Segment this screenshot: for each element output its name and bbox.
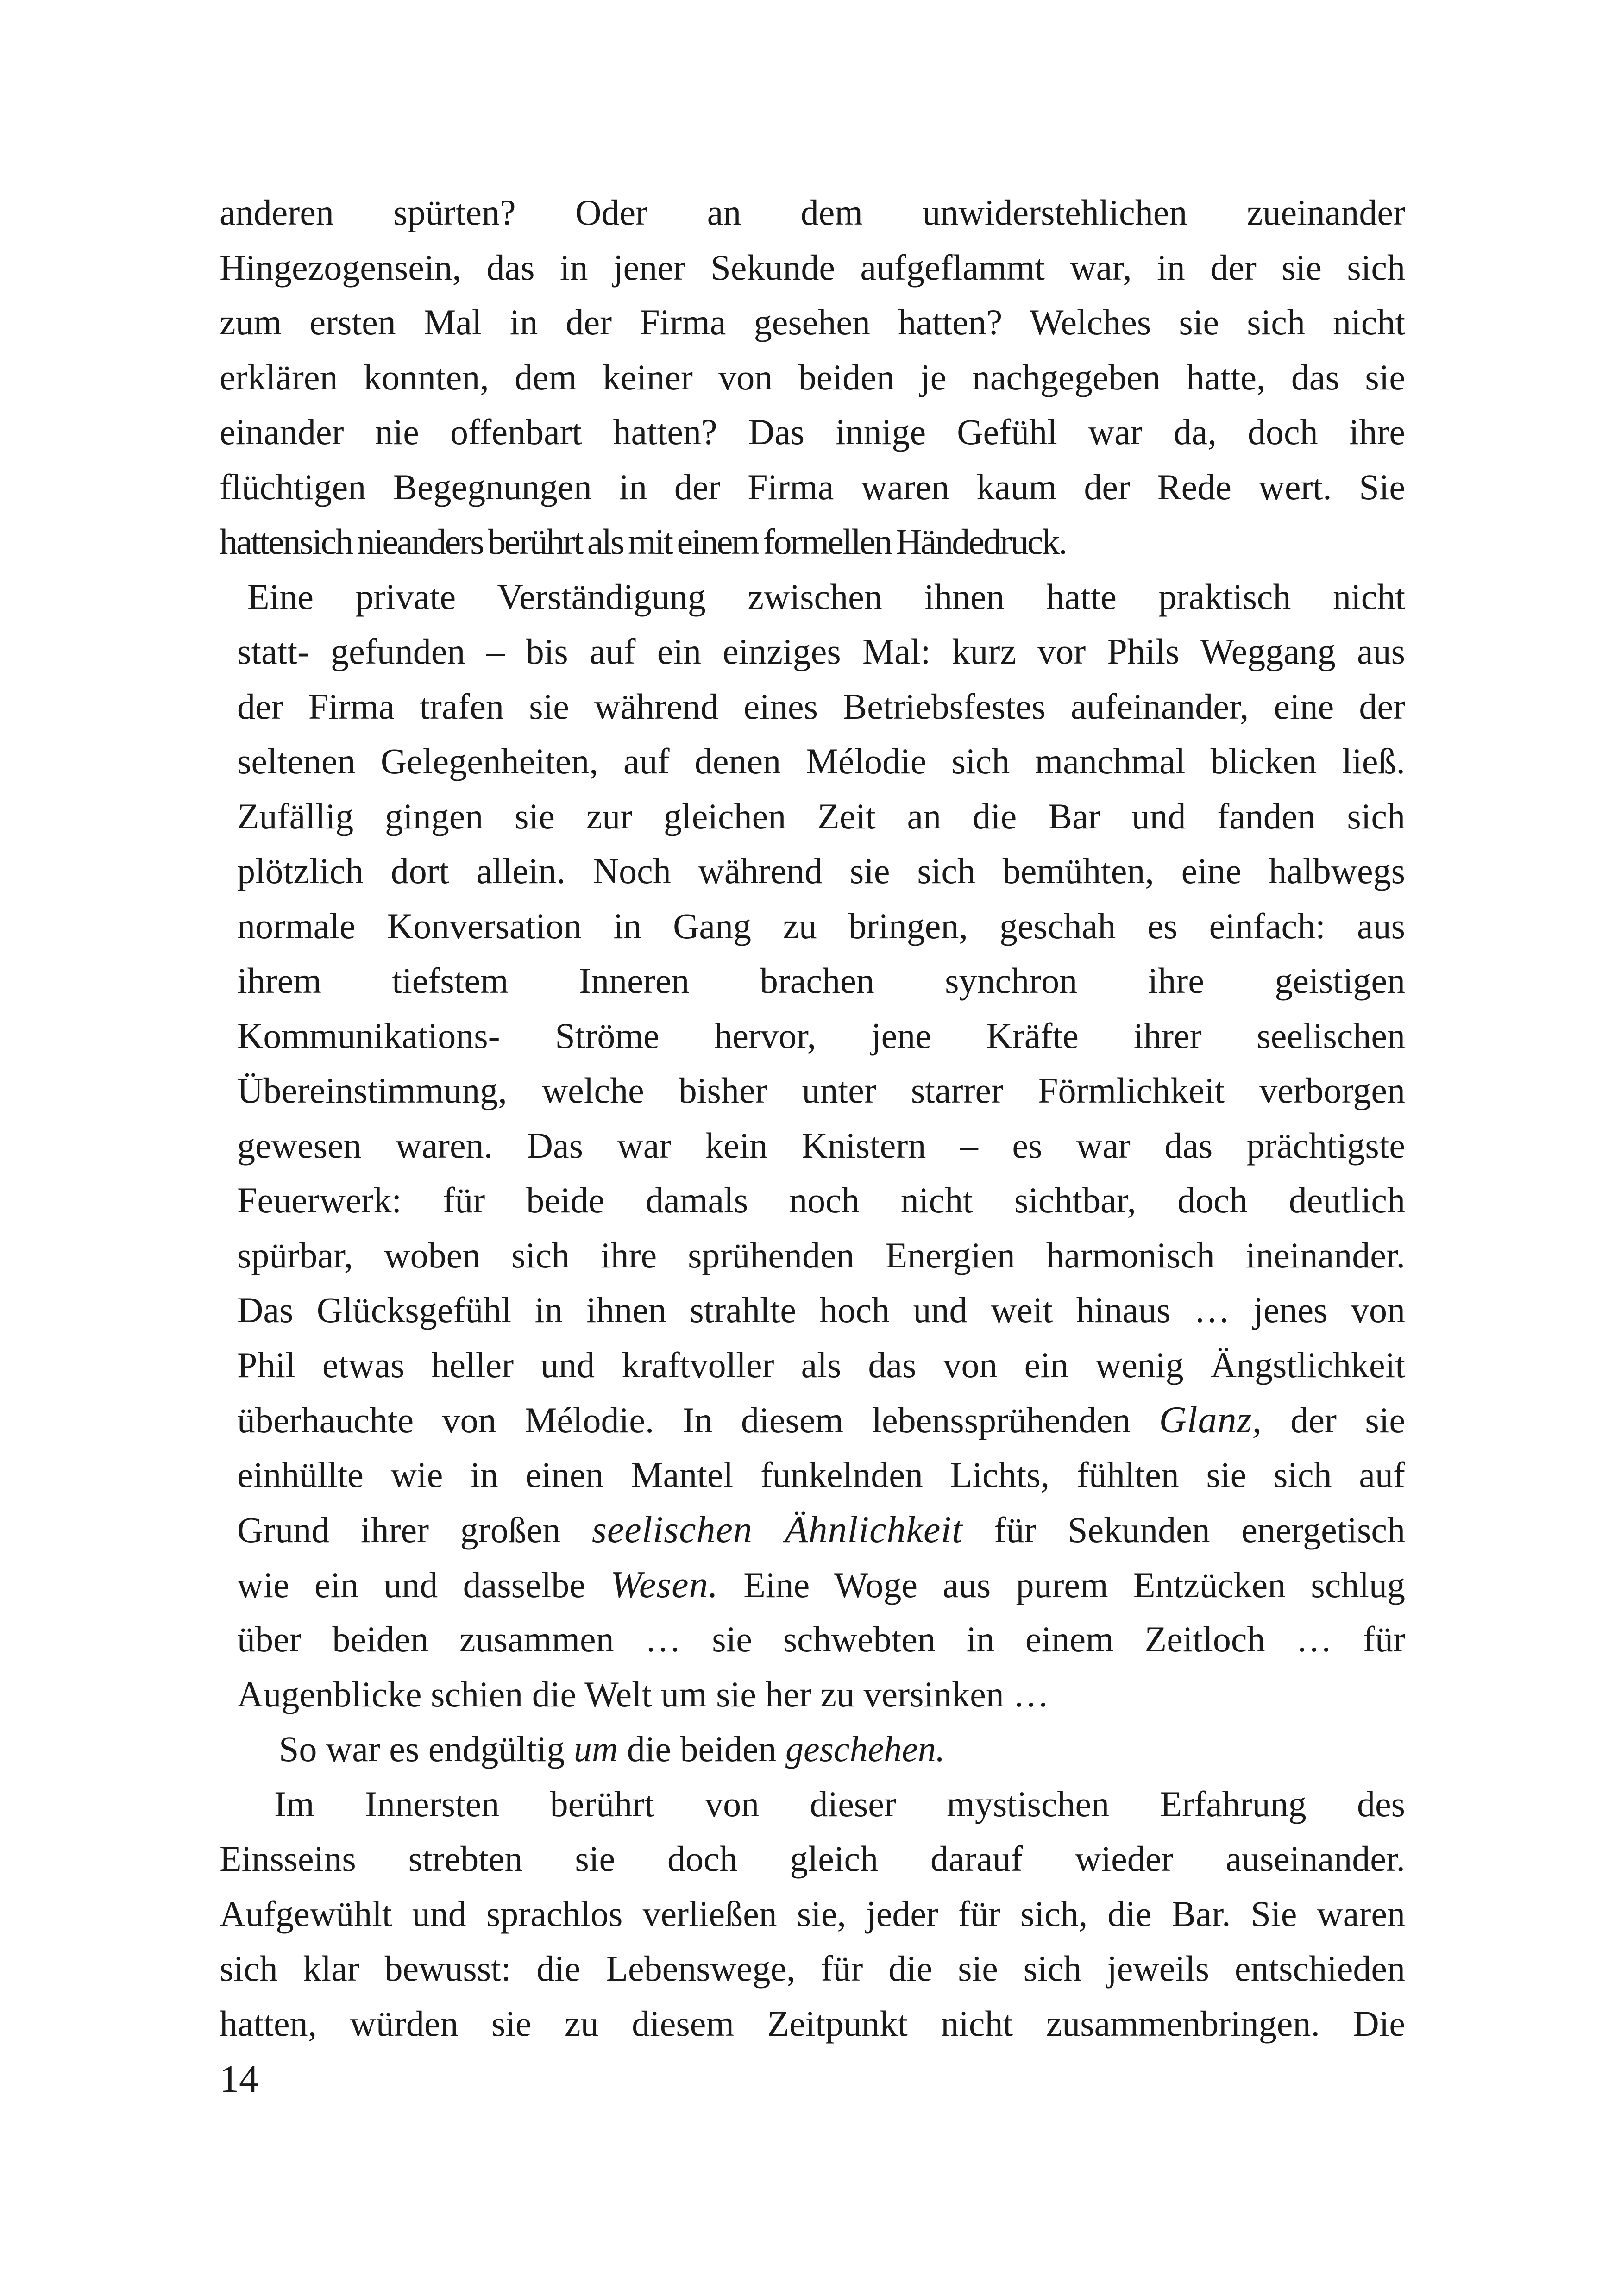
text-line: Hingezogensein, das in jener Sekunde aufgeflammt war, in der sie sich [220, 247, 1405, 288]
text-line: Zufällig gingen sie zur gleichen Zeit an die Bar und fanden sich [237, 796, 1405, 836]
text-line [220, 1393, 1405, 1448]
text-line: einhüllte wie in einen Mantel funkelnden Lichts, fühlten sie sich auf [237, 1454, 1405, 1495]
text-line: erklären konnten, dem keiner von beiden je nachgegeben hatte, das sie [220, 357, 1405, 397]
text-line: Phil etwas heller und kraftvoller als das von ein wenig Ängstlichkeit [237, 1344, 1405, 1385]
text-run: überhauchte von Mélodie. In diesem lebenssprühenden [237, 1400, 1159, 1440]
emphasis-text: geschehen. [785, 1729, 945, 1769]
text-line: über beiden zusammen … sie schwebten in einem Zeitloch … für [237, 1619, 1405, 1659]
text-line: normale Konversation in Gang zu bringen, geschah es einfach: aus [237, 905, 1405, 946]
paragraph-start-line: Eine private Verständigung zwischen ihnen hatte praktisch nicht [247, 576, 1405, 617]
text-run: Grund ihrer großen [237, 1510, 592, 1550]
text-run: Eine Woge aus purem Entzücken schlug [718, 1564, 1405, 1605]
text-line [220, 1502, 1405, 1557]
text-line: seltenen Gelegenheiten, auf denen Mélodie sich manchmal blicken ließ. [237, 741, 1405, 781]
text-line: hatten, würden sie zu diesem Zeitpunkt nicht zusammenbringen. Die [220, 2003, 1405, 2044]
emphasis-text: seelischen Ähnlichkeit [591, 1508, 963, 1550]
text-line: der Firma trafen sie während eines Betriebsfestes aufeinander, eine der [237, 686, 1405, 727]
text-line: Übereinstimmung, welche bisher unter starrer Förmlichkeit verborgen [237, 1070, 1405, 1110]
paragraph-start-line: Im Innersten berührt von dieser mystischen Erfahrung des [274, 1783, 1405, 1824]
text-line [220, 1557, 1405, 1612]
text-line: gewesen waren. Das war kein Knistern – es war das prächtigste [237, 1125, 1405, 1166]
text-line: Einsseins strebten sie doch gleich darauf wieder auseinander. [220, 1838, 1405, 1879]
text-run: wie ein und dasselbe [237, 1564, 611, 1605]
emphasis-text: Glanz, [1159, 1399, 1262, 1441]
text-line: statt- gefunden – bis auf ein einziges Mal: kurz vor Phils Weggang aus [237, 631, 1405, 671]
text-line: Das Glücksgefühl in ihnen strahlte hoch und weit hinaus … jenes von [237, 1290, 1405, 1330]
text-line: plötzlich dort allein. Noch während sie sich bemühten, eine halbwegs [237, 851, 1405, 891]
text-line: hattensich nieanders berührt als mit einem formellen Händedruck. [220, 521, 1066, 562]
emphasis-text: um [573, 1729, 618, 1769]
text-line: flüchtigen Begegnungen in der Firma waren kaum der Rede wert. Sie [220, 466, 1405, 507]
text-run: die beiden [618, 1729, 785, 1769]
emphasis-text: Wesen. [610, 1563, 719, 1606]
text-line: zum ersten Mal in der Firma gesehen hatten? Welches sie sich nicht [220, 302, 1405, 342]
page-number: 14 [220, 2058, 258, 2101]
text-run: der sie [1262, 1400, 1405, 1440]
text-line: Feuerwerk: für beide damals noch nicht sichtbar, doch deutlich [237, 1180, 1405, 1220]
paragraph-line [220, 1722, 1405, 1777]
body-text [220, 185, 1405, 2051]
text-line: ihrem tiefstem Inneren brachen synchron ihre geistigen [237, 960, 1405, 1001]
text-line: anderen spürten? Oder an dem unwiderstehlichen zueinander [220, 192, 1405, 232]
text-line: Kommunikations- Ströme hervor, jene Kräfte ihrer seelischen [237, 1015, 1405, 1056]
text-line: Augenblicke schien die Welt um sie her zu versinken … [237, 1674, 1049, 1714]
text-line: Aufgewühlt und sprachlos verließen sie, jeder für sich, die Bar. Sie waren [220, 1893, 1405, 1934]
text-run: für Sekunden energetisch [962, 1510, 1406, 1550]
text-line: sich klar bewusst: die Lebenswege, für die sie sich jeweils entschieden [220, 1948, 1405, 1989]
text-run: So war es endgültig [279, 1729, 574, 1769]
text-line: spürbar, woben sich ihre sprühenden Energien harmonisch ineinander. [237, 1235, 1405, 1275]
text-line: einander nie offenbart hatten? Das innige Gefühl war da, doch ihre [220, 412, 1405, 452]
